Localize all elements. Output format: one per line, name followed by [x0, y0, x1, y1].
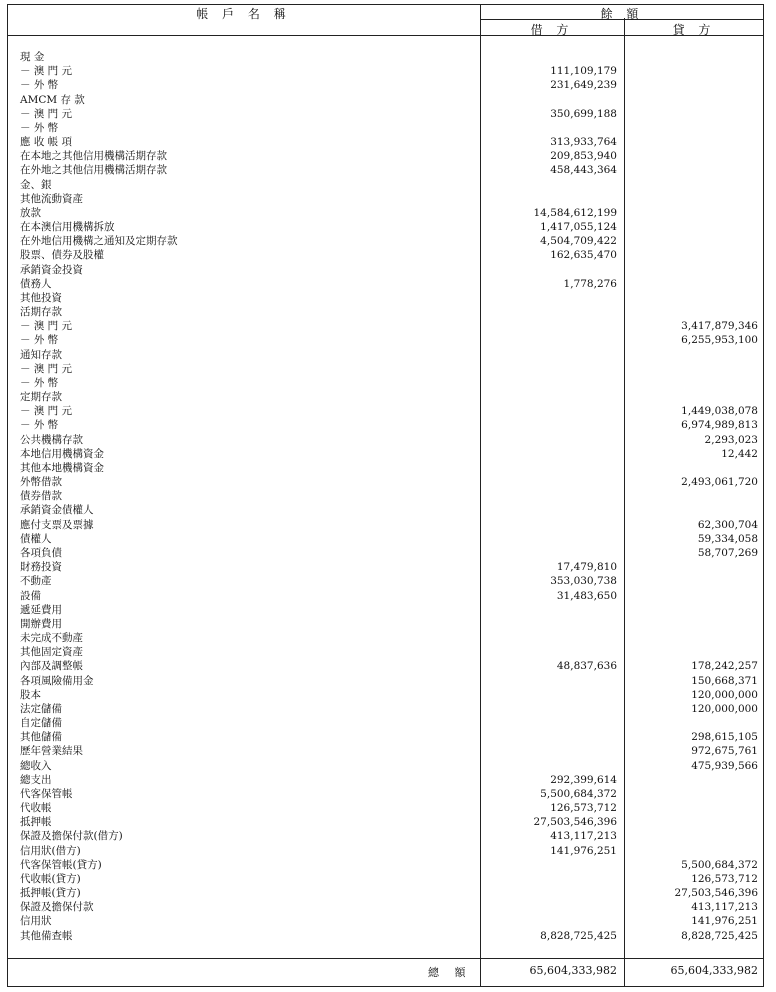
credit-amount: 972,675,761	[691, 745, 758, 758]
table-row	[0, 433, 776, 447]
account-name: － 外 幣	[20, 121, 59, 134]
account-name: － 澳 門 元	[20, 362, 73, 375]
table-row	[0, 461, 776, 475]
account-name: 抵押帳	[20, 816, 52, 829]
table-row	[0, 263, 776, 277]
table-row	[0, 489, 776, 503]
debit-amount: 350,699,188	[550, 107, 617, 120]
table-row	[0, 844, 776, 858]
debit-amount: 31,483,650	[556, 589, 617, 602]
table-row	[0, 900, 776, 914]
debit-amount: 4,504,709,422	[540, 235, 617, 248]
credit-amount: 178,242,257	[691, 660, 758, 673]
table-row	[0, 305, 776, 319]
debit-amount: 126,573,712	[550, 802, 617, 814]
debit-amount: 8,828,725,425	[540, 929, 617, 942]
account-name: － 外 幣	[20, 376, 59, 389]
table-row	[0, 801, 776, 815]
debit-amount: 141,976,251	[550, 844, 617, 857]
credit-amount: 2,293,023	[704, 433, 758, 446]
credit-amount: 126,573,712	[691, 872, 758, 885]
credit-amount: 150,668,371	[691, 674, 758, 687]
account-name: 財務投資	[20, 561, 62, 574]
credit-amount: 141,976,251	[691, 915, 758, 928]
debit-amount: 458,443,364	[550, 164, 617, 177]
credit-amount: 413,117,213	[691, 901, 758, 914]
table-row	[0, 730, 776, 744]
credit-amount: 12,442	[721, 447, 758, 460]
account-name: 通知存款	[20, 348, 62, 361]
account-name: 代客保管帳	[20, 787, 73, 800]
table-row	[0, 929, 776, 943]
credit-amount: 475,939,566	[691, 759, 758, 772]
account-name: 公共機構存款	[20, 433, 83, 446]
account-name: 總收入	[20, 759, 52, 772]
table-row	[0, 348, 776, 362]
table-row	[0, 362, 776, 376]
account-name: 其他本地機構資金	[20, 461, 104, 474]
table-row	[0, 631, 776, 645]
debit-amount: 27,503,546,396	[533, 816, 617, 829]
table-row	[0, 248, 776, 262]
account-name: 應付支票及票據	[20, 518, 94, 531]
table-row	[0, 93, 776, 107]
account-name: 未完成不動產	[20, 632, 83, 644]
account-name: 在本澳信用機構拆放	[20, 221, 115, 233]
account-name: － 外 幣	[20, 79, 59, 92]
account-name: 在外地之其他信用機構活期存款	[20, 164, 167, 177]
debit-amount: 353,030,738	[550, 575, 617, 588]
credit-amount: 59,334,058	[697, 532, 758, 545]
account-name: 定期存款	[20, 391, 62, 404]
total-label: 總 額	[428, 966, 472, 979]
account-name: 其他投資	[20, 291, 62, 304]
table-row	[0, 192, 776, 206]
table-row	[0, 503, 776, 517]
table-row	[0, 872, 776, 886]
account-name: 信用狀(借方)	[20, 844, 81, 857]
table-row	[0, 659, 776, 673]
table-row	[0, 121, 776, 135]
debit-amount: 209,853,940	[550, 150, 617, 163]
account-name: 活期存款	[20, 306, 62, 319]
table-row	[0, 886, 776, 900]
table-row	[0, 645, 776, 659]
table-row	[0, 518, 776, 532]
table-row	[0, 107, 776, 121]
table-row	[0, 617, 776, 631]
table-row	[0, 64, 776, 78]
table-row	[0, 220, 776, 234]
account-name: 抵押帳(貸方)	[20, 887, 81, 899]
credit-amount: 298,615,105	[691, 731, 758, 744]
account-name: 不動產	[20, 575, 52, 588]
header-credit: 貸 方	[672, 23, 716, 37]
debit-amount: 1,417,055,124	[540, 221, 617, 233]
account-name: 保證及擔保付款	[20, 901, 94, 914]
table-row	[0, 404, 776, 418]
table-row	[0, 829, 776, 843]
table-row	[0, 163, 776, 177]
debit-amount: 111,109,179	[550, 65, 617, 78]
table-row	[0, 574, 776, 588]
debit-amount: 313,933,764	[550, 136, 617, 148]
table-row	[0, 560, 776, 574]
account-name: 各項負債	[20, 547, 62, 559]
account-name: 現 金	[20, 51, 45, 63]
table-row	[0, 589, 776, 603]
account-name: 債權人	[20, 532, 52, 545]
table-row	[0, 234, 776, 248]
account-name: 外幣借款	[20, 476, 62, 489]
table-row	[0, 333, 776, 347]
account-name: 法定儲備	[20, 702, 62, 715]
credit-amount: 6,255,953,100	[681, 334, 758, 347]
credit-amount: 2,493,061,720	[681, 476, 758, 489]
account-name: 信用狀	[20, 915, 52, 928]
total-credit: 65,604,333,982	[670, 964, 758, 977]
table-row	[0, 688, 776, 702]
table-row	[0, 277, 776, 291]
account-name: 代客保管帳(貸方)	[20, 858, 102, 871]
debit-amount: 1,778,276	[563, 277, 617, 290]
account-name: 債務人	[20, 277, 52, 290]
table-row	[0, 178, 776, 192]
table-row	[0, 390, 776, 404]
account-name: 其他固定資產	[20, 646, 83, 659]
debit-amount: 5,500,684,372	[540, 787, 617, 800]
table-row	[0, 78, 776, 92]
account-name: 在外地信用機構之通知及定期存款	[20, 235, 178, 248]
account-name: 股本	[20, 688, 41, 701]
total-debit: 65,604,333,982	[529, 964, 617, 977]
table-row	[0, 50, 776, 64]
debit-amount: 162,635,470	[550, 249, 617, 262]
debit-amount: 17,479,810	[556, 561, 617, 574]
account-name: 代收帳	[20, 802, 52, 814]
table-row	[0, 135, 776, 149]
account-name: － 澳 門 元	[20, 405, 73, 418]
table-row	[0, 674, 776, 688]
debit-amount: 231,649,239	[550, 79, 617, 92]
account-name: 股票、債券及股權	[20, 249, 104, 262]
credit-amount: 120,000,000	[691, 702, 758, 715]
header-debit: 借 方	[530, 23, 574, 37]
credit-amount: 5,500,684,372	[681, 858, 758, 871]
account-name: － 澳 門 元	[20, 320, 73, 333]
table-row	[0, 858, 776, 872]
debit-amount: 292,399,614	[550, 773, 617, 786]
debit-amount: 14,584,612,199	[533, 206, 617, 219]
credit-amount: 6,974,989,813	[681, 419, 758, 432]
table-row	[0, 447, 776, 461]
table-row	[0, 206, 776, 220]
credit-amount: 58,707,269	[697, 547, 758, 559]
table-row	[0, 376, 776, 390]
table-row	[0, 291, 776, 305]
table-row	[0, 418, 776, 432]
account-name: 保證及擔保付款(借方)	[20, 830, 123, 843]
account-name: 總支出	[20, 773, 52, 786]
account-name: 本地信用機構資金	[20, 447, 104, 460]
account-name: 承銷資金債權人	[20, 504, 94, 517]
account-name: － 澳 門 元	[20, 107, 73, 120]
table-row	[0, 603, 776, 617]
account-name: 承銷資金投資	[20, 263, 83, 276]
table-row	[0, 475, 776, 489]
credit-amount: 3,417,879,346	[681, 320, 758, 333]
account-name: 代收帳(貸方)	[20, 872, 81, 885]
account-name: 內部及調整帳	[20, 660, 83, 673]
table-row	[0, 319, 776, 333]
account-name: 應 收 帳 項	[20, 136, 73, 148]
table-row	[0, 149, 776, 163]
account-name: 債券借款	[20, 490, 62, 503]
credit-amount: 62,300,704	[697, 518, 758, 531]
table-row	[0, 773, 776, 787]
credit-amount: 120,000,000	[691, 688, 758, 701]
account-name: 其他儲備	[20, 731, 62, 744]
debit-amount: 48,837,636	[556, 660, 617, 673]
table-row	[0, 815, 776, 829]
credit-amount: 8,828,725,425	[681, 929, 758, 942]
account-name: 金、銀	[20, 178, 52, 191]
account-name: － 外 幣	[20, 334, 59, 347]
table-row	[0, 759, 776, 773]
account-name: 在本地之其他信用機構活期存款	[20, 150, 167, 163]
credit-amount: 27,503,546,396	[674, 887, 758, 899]
account-name: 放款	[20, 206, 41, 219]
header-balance: 餘 額	[600, 7, 644, 21]
table-row	[0, 532, 776, 546]
account-name: 其他備查帳	[20, 929, 73, 942]
account-name: － 外 幣	[20, 419, 59, 432]
table-row	[0, 744, 776, 758]
account-name: 自定儲備	[20, 717, 62, 729]
header-account-name: 帳 戶 名 稱	[196, 7, 291, 21]
account-name: 各項風險備用金	[20, 674, 94, 687]
account-name: － 澳 門 元	[20, 65, 73, 78]
table-row	[0, 546, 776, 560]
table-row	[0, 787, 776, 801]
account-name: 歷年營業結果	[20, 745, 83, 758]
account-name: 其他流動資產	[20, 192, 83, 205]
account-name: 設備	[20, 589, 41, 602]
table-row	[0, 716, 776, 730]
table-row	[0, 914, 776, 928]
credit-amount: 1,449,038,078	[681, 405, 758, 418]
table-row	[0, 702, 776, 716]
account-name: 遞延費用	[20, 603, 62, 616]
debit-amount: 413,117,213	[550, 830, 617, 843]
total-row-divider	[7, 958, 764, 959]
account-name: AMCM 存 款	[20, 93, 85, 106]
account-name: 開辦費用	[20, 617, 62, 630]
